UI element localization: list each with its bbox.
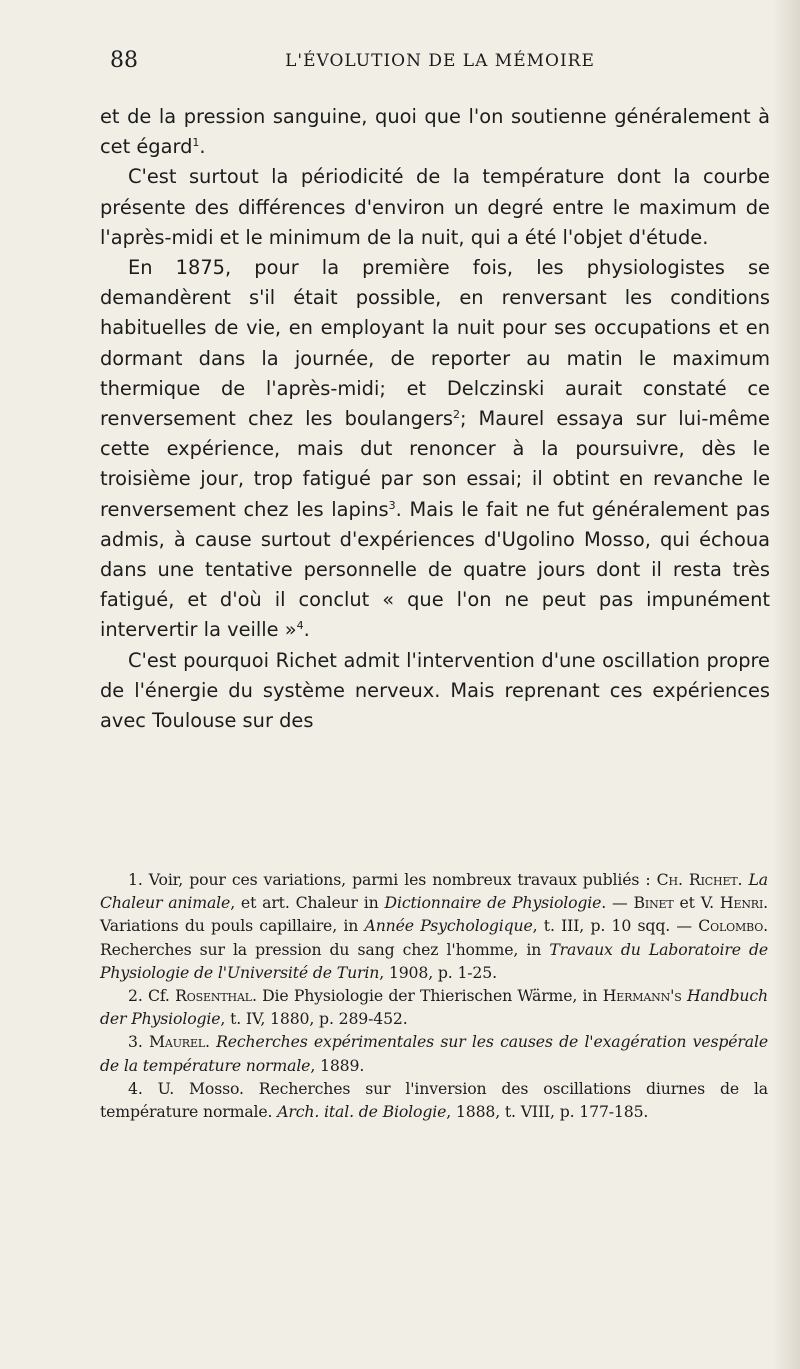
body-text (100, 102, 770, 736)
footnote-4: 4. U. Mosso. Recherches sur l'inversion des oscillations diurnes de la température normale. Arch. ital. de Biologie, 1888, t. VIII, p. 177-185. (100, 1078, 768, 1122)
footnote-2: 2. Cf. Rosenthal. Die Physiologie der Thierischen Wärme, in Hermann's Handbuch der Physiologie, t. IV, 1880, p. 289-452. (100, 986, 768, 1029)
page-edge-shadow (772, 0, 800, 1369)
paragraph-2: C'est surtout la périodicité de la température dont la courbe présente des différences d'environ un degré entre le maximum de l'après-midi et le minimum de la nuit, qui a été l'objet d'étude. (100, 165, 770, 249)
footnote-ref-1: 1 (192, 136, 200, 150)
footnote-3: 3. Maurel. Recherches expérimentales sur les causes de l'exagération vespérale de la température normale, 1889. (100, 1032, 768, 1075)
running-title: L'ÉVOLUTION DE LA MÉMOIRE (285, 51, 595, 71)
paragraph-4: C'est pourquoi Richet admit l'intervention d'une oscillation propre de l'énergie du système nerveux. Mais reprenant ces expériences avec Toulouse sur des (100, 648, 770, 733)
footnote-ref-3: 3 (388, 498, 396, 512)
page-header (110, 48, 770, 88)
page-number: 88 (110, 48, 138, 73)
footnote-ref-2: 2 (452, 408, 460, 422)
footnote-1: 1. Voir, pour ces variations, parmi les nombreux travaux publiés : Ch. Richet. La Chaleur animale, et art. Chaleur in Dictionnaire de Physiologie. — Binet et V. Henri. Variations du pouls capillaire, in Année Psychologique, t. III, p. 10 sqq. — Colombo. Recherches sur la pression du sang chez l'homme, in Travaux du Laboratoire de Physiologie de l'Université de Turin, 1908, p. 1-25. (100, 870, 768, 982)
footnote-ref-4: 4 (296, 619, 304, 633)
paragraph-1: et de la pression sanguine, quoi que l'on soutienne généralement à cet égard$^1$. (100, 105, 770, 159)
paragraph-3: En 1875, pour la première fois, les physiologistes se demandèrent s'il était possible, en renversant les conditions habituelles de vie, en employant la nuit pour ses occupations et en dormant dans la journée, de reporter au matin le maximum thermique de l'après-midi; et Delczinski aurait constaté ce renversement chez les boulangers$^2$; Maurel essaya sur lui-même cette expérience, mais dut renoncer à la poursuivre, dès le troisième jour, trop fatigué par son essai; il obtint en revanche le renversement chez les lapins$^3$. Mais le fait ne fut généralement pas admis, à cause surtout d'expériences d'Ugolino Mosso, qui échoua dans une tentative personnelle de quatre jours dont il resta très fatigué, et d'où il conclut « que l'on ne peut pas impunément intervertir la veille »$^4$. (100, 256, 770, 642)
footnotes (100, 868, 768, 1123)
